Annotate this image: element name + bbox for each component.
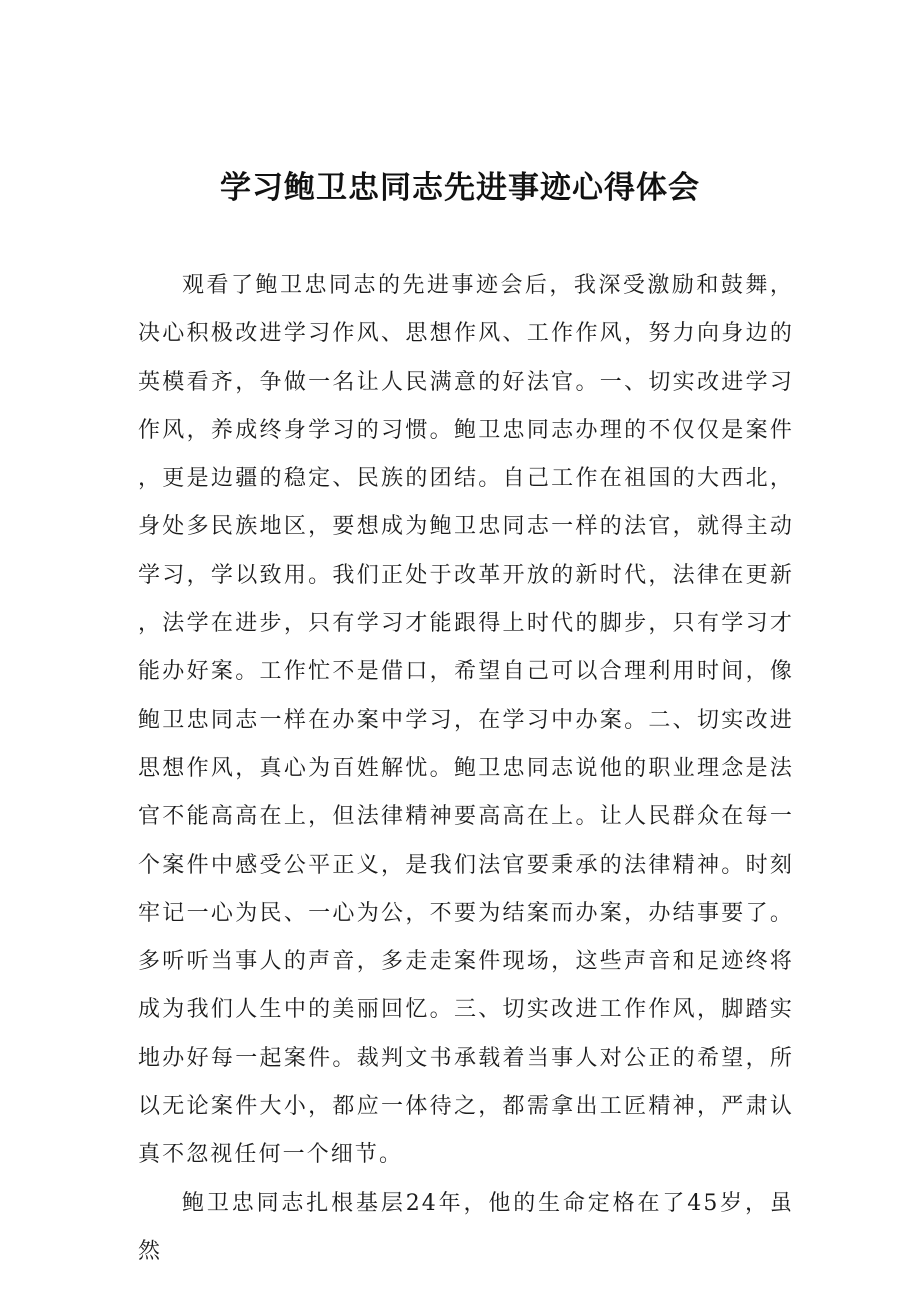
document-title: 学习鲍卫忠同志先进事迹心得体会 [220, 170, 700, 206]
document-body [138, 262, 794, 1276]
paragraph-1: 观看了鲍卫忠同志的先进事迹会后，我深受激励和鼓舞，决心积极改进学习作风、思想作风、工作作风，努力向身边的英模看齐，争做一名让人民满意的好法官。一、切实改进学习作风，养成终身学习的习惯。鲍卫忠同志办理的不仅仅是案件，更是边疆的稳定、民族的团结。自己工作在祖国的大西北，身处多民族地区，要想成为鲍卫忠同志一样的法官，就得主动学习，学以致用。我们正处于改革开放的新时代，法律在更新，法学在进步，只有学习才能跟得上时代的脚步，只有学习才能办好案。工作忙不是借口，希望自己可以合理利用时间，像鲍卫忠同志一样在办案中学习，在学习中办案。二、切实改进思想作风，真心为百姓解忧。鲍卫忠同志说他的职业理念是法官不能高高在上，但法律精神要高高在上。让人民群众在每一个案件中感受公平正义，是我们法官要秉承的法律精神。时刻牢记一心为民、一心为公，不要为结案而办案，办结事要了。多听听当事人的声音，多走走案件现场，这些声音和足迹终将成为我们人生中的美丽回忆。三、切实改进工作作风，脚踏实地办好每一起案件。裁判文书承载着当事人对公正的希望，所以无论案件大小，都应一体待之，都需拿出工匠精神，严肃认真不忽视任何一个细节。 [138, 273, 794, 1168]
paragraph-2: 鲍卫忠同志扎根基层24年，他的生命定格在了45岁，虽然 [138, 1190, 794, 1264]
